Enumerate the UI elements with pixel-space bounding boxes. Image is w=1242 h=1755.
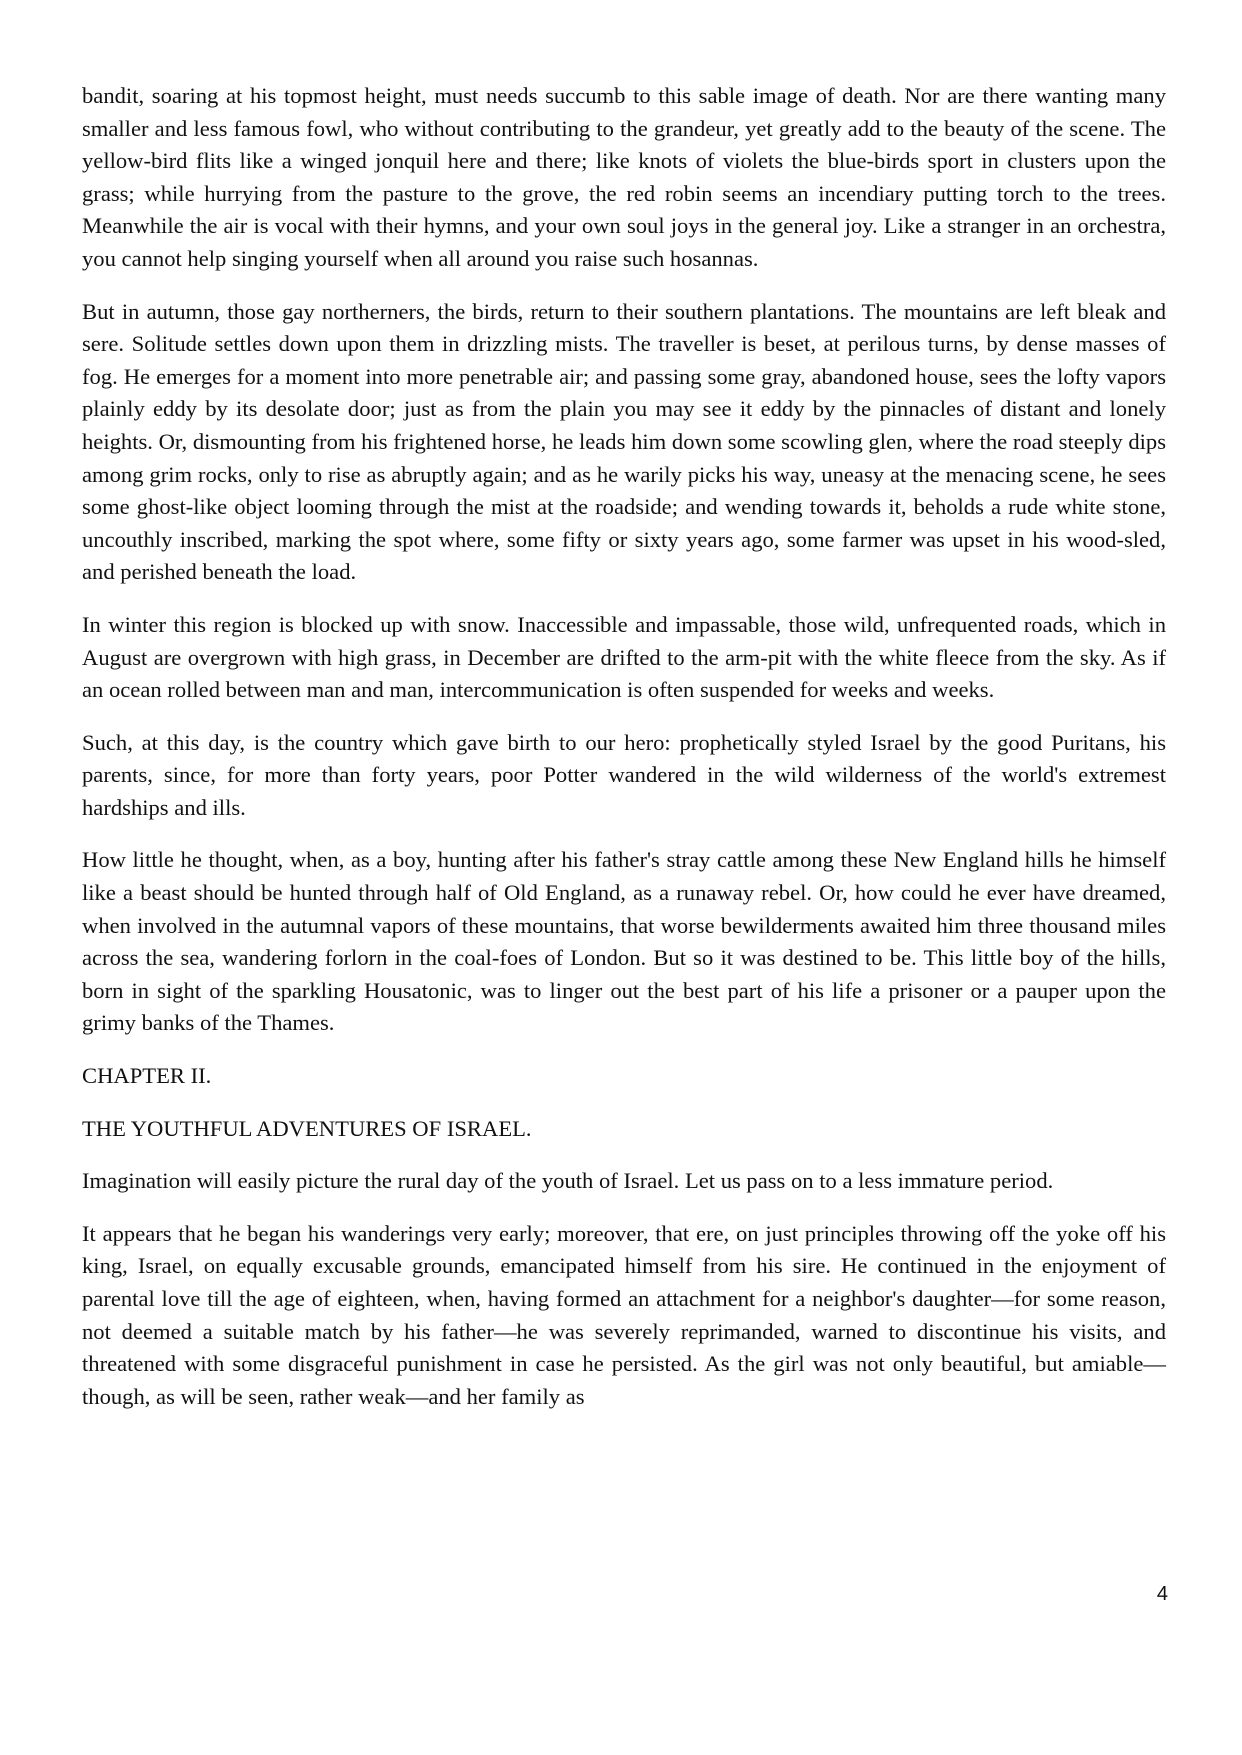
paragraph-wanderings: It appears that he began his wanderings very early; moreover, that ere, on just principles throwing off the yoke off his king, Israel, on equally excusable grounds, emancipated himself from his sire. He continued in the enjoyment of parental love till the age of eighteen, when, having formed an attachment for a neighbor's daughter—for some reason, not deemed a suitable match by his father—he was severely reprimanded, warned to discontinue his visits, and threatened with some disgraceful punishment in case he persisted. As the girl was not only beautiful, but amiable—though, as will be seen, rather weak—and her family as — [82, 1220, 1166, 1409]
chapter-number: CHAPTER II. — [82, 1063, 212, 1089]
paragraph-boyhood: How little he thought, when, as a boy, hunting after his father's stray cattle among these New England hills he himself like a beast should be hunted through half of Old England, as a runaway rebel. Or, how could he ever have dreamed, when involved in the autumnal vapors of these mountains, that worse bewilderments awaited him three thousand miles across the sea, wandering forlorn in the coal-foes of London. But so it was destined to be. This little boy of the hills, born in sight of the sparkling Housatonic, was to linger out the best part of his life a prisoner or a pauper upon the grimy banks of the Thames. — [82, 847, 1166, 1036]
paragraph-birds: bandit, soaring at his topmost height, must needs succumb to this sable image of death. Nor are there wanting many smaller and less famous fowl, who without contributing to the grandeur, yet greatly add to the beauty of the scene. The yellow-bird flits like a winged jonquil here and there; like knots of violets the blue-birds sport in clusters upon the grass; while hurrying from the pasture to the grove, the red robin seems an incendiary putting torch to the trees. Meanwhile the air is vocal with their hymns, and your own soul joys in the general joy. Like a stranger in an orchestra, you cannot help singing yourself when all around you raise such hosannas. — [82, 83, 1166, 271]
paragraph-country: Such, at this day, is the country which gave birth to our hero: prophetically styled Israel by the good Puritans, his parents, since, for more than forty years, poor Potter wandered in the wild wilderness of the world's extremest hardships and ills. — [82, 729, 1166, 820]
chapter-title: THE YOUTHFUL ADVENTURES OF ISRAEL. — [82, 1115, 532, 1141]
page-number: 4 — [1156, 1583, 1168, 1605]
page-body — [82, 80, 1166, 1433]
paragraph-imagination: Imagination will easily picture the rural day of the youth of Israel. Let us pass on to a less immature period. — [82, 1168, 1054, 1194]
paragraph-winter: In winter this region is blocked up with snow. Inaccessible and impassable, those wild, unfrequented roads, which in August are overgrown with high grass, in December are drifted to the arm-pit with the white fleece from the sky. As if an ocean rolled between man and man, intercommunication is often suspended for weeks and weeks. — [82, 611, 1166, 703]
paragraph-autumn: But in autumn, those gay northerners, the birds, return to their southern plantations. The mountains are left bleak and sere. Solitude settles down upon them in drizzling mists. The traveller is beset, at perilous turns, by dense masses of fog. He emerges for a moment into more penetrable air; and passing some gray, abandoned house, sees the lofty vapors plainly eddy by its desolate door; just as from the plain you may see it eddy by the pinnacles of distant and lonely heights. Or, dismounting from his frightened horse, he leads him down some scowling glen, where the road steeply dips among grim rocks, only to rise as abruptly again; and as he warily picks his way, uneasy at the menacing scene, he sees some ghost-like object looming through the mist at the roadside; and wending towards it, beholds a rude white stone, uncouthly inscribed, marking the spot where, some fifty or sixty years ago, some farmer was upset in his wood-sled, and perished beneath the load. — [82, 298, 1166, 585]
